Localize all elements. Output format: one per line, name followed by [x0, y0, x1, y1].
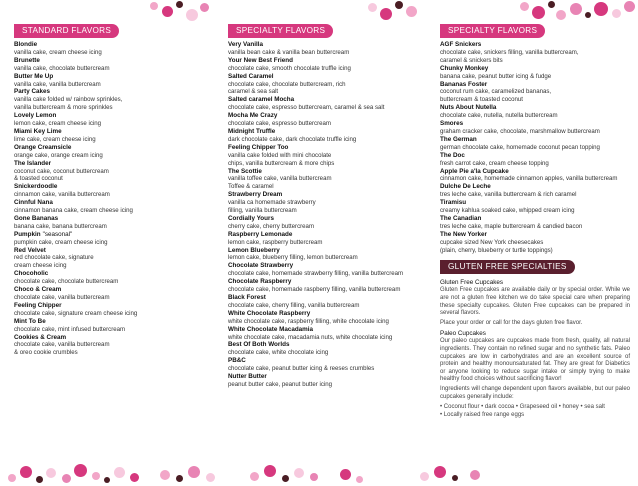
flavor-name-text: AGF Snickers	[440, 41, 482, 48]
flavor-description: dark chocolate cake, dark chocolate truffle icing	[228, 135, 357, 143]
flavor-name	[14, 199, 224, 207]
flavor-name-text: Strawberry Dream	[228, 191, 283, 199]
flavor-item	[228, 262, 433, 278]
flavor-item	[228, 231, 433, 247]
flavor-name-text: White Chocolate Raspberry	[228, 309, 311, 317]
flavor-description: creamy kahlua soaked cake, whipped cream icing	[440, 207, 575, 215]
flavor-name-text: Nuts About Nutella	[440, 104, 497, 112]
flavor-name	[228, 73, 433, 81]
flavor-name	[228, 247, 433, 255]
flavor-name	[440, 183, 630, 191]
flavor-name-text: Chocolate Strawberry	[228, 262, 294, 270]
flavor-name	[14, 247, 224, 255]
flavor-item	[228, 191, 433, 215]
flavor-description: chocolate cake, espresso buttercream, caramel & sea salt	[228, 104, 385, 112]
flavor-name	[440, 136, 630, 144]
flavor-name-text: Best Of Both Worlds	[228, 341, 290, 349]
specialty-flavors-column-1	[228, 20, 433, 389]
flavor-description: caramel & snickers bits	[440, 56, 503, 64]
flavor-item	[228, 57, 433, 73]
flavor-name	[440, 168, 630, 176]
flavor-description: lemon cake, blueberry filling, lemon buttercream	[228, 254, 358, 262]
flavor-name-text: Black Forest	[228, 294, 266, 301]
flavor-description: coconut cake, coconut buttercream	[14, 167, 109, 175]
flavor-description: & toasted coconut	[14, 175, 63, 183]
flavor-item	[14, 231, 224, 247]
flavor-description: peanut butter cake, peanut butter icing	[228, 380, 333, 388]
flavor-name	[440, 231, 630, 239]
flavor-item	[228, 341, 433, 357]
flavor-description: & oreo cookie crumbles	[14, 349, 78, 357]
flavor-name-text: Cordially Yours	[228, 214, 274, 222]
flavor-item	[14, 318, 224, 334]
flavor-description: filling, vanilla buttercream	[228, 207, 297, 215]
flavor-description: cinnamon cake, homemade cinnamon apples, vanilla buttercream	[440, 175, 618, 183]
flavor-name	[228, 144, 433, 152]
flavor-description: vanilla ca homemade strawberry	[228, 199, 316, 207]
flavor-name-text: Snickerdoodle	[14, 183, 58, 191]
flavor-description: vanilla buttercream & more sprinkles	[14, 104, 113, 112]
flavor-name	[228, 310, 433, 318]
flavor-name-text: Midnight Truffle	[228, 127, 276, 135]
flavor-item	[228, 144, 433, 168]
flavor-item	[228, 310, 433, 326]
flavor-name-text: Orange Creamsicle	[14, 143, 72, 151]
flavor-name-text: Dulche De Leche	[440, 183, 491, 191]
flavor-item	[14, 160, 224, 184]
flavor-item	[440, 104, 630, 120]
flavor-name	[440, 199, 630, 207]
flavor-item	[440, 65, 630, 81]
flavor-name	[440, 152, 630, 160]
flavor-item	[228, 215, 433, 231]
flavor-name	[440, 215, 630, 223]
flavor-description: chocolate cake, homemade strawberry filling, vanilla buttercream	[228, 270, 404, 278]
flavor-name-text: Pumpkin	[14, 230, 41, 238]
flavor-item	[14, 334, 224, 358]
specialty-flavors-heading: SPECIALTY FLAVORS	[440, 24, 545, 38]
flavor-name	[228, 112, 433, 120]
flavor-description: vanilla cake folded w/ rainbow sprinkles,	[14, 96, 123, 104]
flavor-name-text: Salted Caramel	[228, 72, 274, 80]
flavor-item	[440, 120, 630, 136]
flavor-name-text: Butter Me Up	[14, 72, 54, 80]
flavor-description: chocolate cake, peanut butter icing & reeses crumbles	[228, 365, 375, 373]
flavor-description: banana cake, banana buttercream	[14, 222, 107, 230]
flavor-item	[440, 183, 630, 199]
flavor-name	[228, 294, 433, 302]
flavor-item	[228, 128, 433, 144]
flavor-description: tres leche cake, maple buttercream & candied bacon	[440, 222, 583, 230]
flavor-name-text: Gone Bananas	[14, 214, 59, 222]
flavor-description: (plain, cherry, blueberry or turtle toppings)	[440, 246, 553, 254]
flavor-name-text: Apple Pie a'la Cupcake	[440, 167, 509, 175]
flavor-name-text: Nutter Butter	[228, 373, 267, 381]
flavor-item	[14, 199, 224, 215]
flavor-name	[14, 318, 224, 326]
flavor-name-text: The Doc	[440, 151, 465, 159]
flavor-description: vanilla bean cake & vanilla bean buttercream	[228, 48, 350, 56]
flavor-description: fresh carrot cake, cream cheese topping	[440, 159, 549, 167]
flavor-name	[440, 65, 630, 73]
paleo-paragraph: Our paleo cupcakes are cupcakes made from fresh, quality, all natural ingredients. They contain no refined sugar and no synthetic fats. Paleo cupcakes are low in carbohydrates and are an excellent source of protein and healthy monounsaturated fat. They are great for Diabetics or anyone looking to reduce sugar intake or simply trying to make healthy food choices without sacrificing flavor!	[440, 338, 630, 383]
gluten-free-subheading: Gluten Free Cupcakes	[440, 279, 503, 287]
flavor-item	[14, 286, 224, 302]
flavor-name	[14, 183, 224, 191]
flavor-name-text: Mint To Be	[14, 317, 46, 325]
flavor-name	[14, 112, 224, 120]
flavor-item	[14, 302, 224, 318]
flavor-name	[440, 104, 630, 112]
flavor-name	[228, 168, 433, 176]
flavor-item	[14, 128, 224, 144]
flavor-item	[228, 41, 433, 57]
paleo-ingredients-list	[440, 403, 630, 419]
flavor-name-text: The Canadian	[440, 214, 482, 222]
flavor-list	[14, 41, 224, 357]
flavor-name	[228, 341, 433, 349]
list-item: • Coconut flour • dark cocoa • Grapeseed oil • honey • sea salt	[440, 404, 605, 411]
flavor-name	[228, 191, 433, 199]
flavor-name	[440, 81, 630, 89]
flavor-name-text: Salted caramel Mocha	[228, 96, 295, 104]
flavor-name	[228, 357, 433, 365]
flavor-description: coconut rum cake, caramelized bananas,	[440, 88, 552, 96]
flavor-name	[228, 373, 433, 381]
flavor-name	[14, 57, 224, 65]
flavor-description: cherry cake, cherry buttercream	[228, 222, 315, 230]
flavor-name-text: Chunky Monkey	[440, 64, 489, 72]
flavor-item	[14, 88, 224, 112]
flavor-name	[14, 334, 224, 342]
flavor-item	[228, 357, 433, 373]
flavor-description: buttercream & toasted coconut	[440, 96, 523, 104]
flavor-item	[228, 326, 433, 342]
flavor-description: chocolate cake, vanilla buttercream	[14, 341, 110, 349]
gluten-free-order-note: Place your order or call for the days gluten free flavor.	[440, 319, 583, 326]
flavor-name	[228, 41, 433, 49]
flavor-name	[228, 57, 433, 65]
flavor-name-text: Bananas Foster	[440, 80, 488, 88]
flavor-name-text: PB&C	[228, 357, 246, 365]
flavor-description: orange cake, orange cream icing	[14, 151, 103, 159]
flavor-item	[440, 199, 630, 215]
flavor-name-text: Smores	[440, 120, 464, 128]
flavor-description: chips, vanilla buttercream & more chips	[228, 159, 335, 167]
flavor-list	[228, 41, 433, 389]
flavor-item	[440, 168, 630, 184]
flavor-description: chocolate cake, cherry filling, vanilla buttercream	[228, 301, 360, 309]
flavor-description: chocolate cake, nutella, nutella buttercream	[440, 112, 558, 120]
flavor-description: tres leche cake, vanilla buttercream & rich caramel	[440, 191, 577, 199]
flavor-description: pumpkin cake, cream cheese icing	[14, 238, 108, 246]
flavor-name	[14, 73, 224, 81]
flavor-item	[228, 278, 433, 294]
standard-flavors-column	[14, 20, 224, 357]
flavor-item	[440, 231, 630, 255]
flavor-description: red chocolate cake, signature	[14, 254, 94, 262]
flavor-description: chocolate cake, homemade raspberry filling, vanilla buttercream	[228, 286, 401, 294]
flavor-description: Toffee & caramel	[228, 183, 274, 191]
flavor-name-text: Lovely Lemon	[14, 112, 57, 120]
flavor-item	[14, 247, 224, 271]
flavor-name-text: White Chocolate Macadamia	[228, 325, 314, 333]
flavor-item	[14, 57, 224, 73]
flavor-item	[440, 215, 630, 231]
flavor-description: cinnamon banana cake, cream cheese icing	[14, 207, 133, 215]
flavor-description: white chocolate cake, raspberry filling, white chocolate icing	[228, 317, 389, 325]
flavor-name	[14, 215, 224, 223]
flavor-description: vanilla cake, cream cheese icing	[14, 48, 102, 56]
flavor-description: vanilla cake, chocolate buttercream	[14, 64, 110, 72]
flavor-name-text: Blondie	[14, 41, 38, 48]
flavor-name	[228, 215, 433, 223]
flavor-name	[228, 278, 433, 286]
specialty-flavors-column-2	[440, 20, 630, 419]
gluten-free-paragraph: Gluten Free cupcakes are available daily or by special order. While we are not a gluten free kitchen we do take special care when preparing these specialty cupcakes. Gluten Free cupcakes can be prepared in several flavors.	[440, 287, 630, 317]
flavor-description: chocolate cake, espresso buttercream	[228, 120, 331, 128]
flavor-description: banana cake, peanut butter icing & fudge	[440, 72, 552, 80]
flavor-name-text: The German	[440, 135, 477, 143]
flavor-seasonal-note: "seasonal"	[42, 230, 73, 238]
flavor-description: cream cheese icing	[14, 262, 67, 270]
flavor-name-text: Brunette	[14, 56, 40, 64]
gluten-free-heading: GLUTEN FREE SPECIALTIES	[440, 260, 575, 274]
flavor-description: lemon cake, raspberry buttercream	[228, 238, 323, 246]
flavor-name-text: Chocolate Raspberry	[228, 278, 292, 286]
flavor-name-text: Chocoholic	[14, 270, 49, 278]
flavor-name-text: Lemon Blueberry	[228, 246, 280, 254]
specialty-flavors-heading: SPECIALTY FLAVORS	[228, 24, 333, 38]
flavor-description: chocolate cake, signature cream cheese icing	[14, 309, 138, 317]
flavor-name	[440, 120, 630, 128]
flavor-description: chocolate cake, smooth chocolate truffle icing	[228, 64, 351, 72]
flavor-name-text: Raspberry Lemonade	[228, 230, 293, 238]
flavor-item	[14, 215, 224, 231]
flavor-item	[228, 373, 433, 389]
paleo-subheading: Paleo Cupcakes	[440, 330, 486, 338]
flavor-description: chocolate cake, chocolate buttercream	[14, 278, 119, 286]
flavor-name-text: The Scottie	[228, 167, 262, 175]
flavor-description: vanilla cake, vanilla buttercream	[14, 80, 101, 88]
flavor-description: chocolate cake, white chocolate icing	[228, 349, 329, 357]
flavor-name-text: Cinnful Nana	[14, 199, 53, 207]
flavor-description: vanilla cake folded with mini chocolate	[228, 151, 332, 159]
flavor-description: white chocolate cake, macadamia nuts, white chocolate icing	[228, 333, 393, 341]
flavor-name-text: The New Yorker	[440, 230, 488, 238]
flavor-item	[14, 183, 224, 199]
flavor-name-text: Feeling Chipper Too	[228, 143, 289, 151]
flavor-item	[440, 136, 630, 152]
flavor-name-text: Miami Key Lime	[14, 127, 62, 135]
flavor-name	[228, 262, 433, 270]
flavor-description: chocolate cake, chocolate buttercream, rich	[228, 80, 346, 88]
flavor-item	[228, 73, 433, 97]
flavor-list	[440, 41, 630, 254]
flavor-description: chocolate cake, snickers filling, vanilla buttercream,	[440, 48, 579, 56]
flavor-name	[228, 128, 433, 136]
flavor-description: caramel & sea salt	[228, 88, 279, 96]
flavor-name	[14, 88, 224, 96]
flavor-name-text: Red Velvet	[14, 246, 46, 254]
bottom-dots-decoration	[0, 456, 638, 486]
flavor-name-text: Tiramisu	[440, 199, 467, 207]
flavor-description: chocolate cake, mint infused buttercream	[14, 325, 126, 333]
flavor-name-text: Choco & Cream	[14, 286, 62, 294]
flavor-item	[228, 294, 433, 310]
flavor-name-text: Mocha Me Crazy	[228, 112, 278, 120]
flavor-item	[228, 247, 433, 263]
flavor-name	[14, 302, 224, 310]
flavor-item	[14, 144, 224, 160]
flavor-item	[440, 41, 630, 65]
flavor-description: lemon cake, cream cheese icing	[14, 120, 102, 128]
flavor-name	[14, 144, 224, 152]
flavor-item	[228, 96, 433, 112]
flavor-item	[440, 152, 630, 168]
flavor-name-text: Feeling Chipper	[14, 301, 62, 309]
list-item: • Locally raised free range eggs	[440, 412, 525, 419]
flavor-description: cinnamon cake, vanilla buttercream	[14, 191, 110, 199]
flavor-name	[14, 231, 224, 239]
flavor-item	[440, 81, 630, 105]
flavor-item	[228, 112, 433, 128]
flavor-name-text: Very Vanilla	[228, 41, 264, 48]
flavor-name	[14, 160, 224, 168]
flavor-item	[14, 112, 224, 128]
flavor-name	[14, 128, 224, 136]
flavor-name-text: Cookies & Cream	[14, 333, 67, 341]
flavor-description: german chocolate cake, homemade coconut pecan topping	[440, 143, 600, 151]
flavor-item	[228, 168, 433, 192]
flavor-name	[228, 96, 433, 104]
standard-flavors-heading: STANDARD FLAVORS	[14, 24, 119, 38]
flavor-name	[440, 41, 630, 49]
flavor-description: cupcake sized New York cheesecakes	[440, 238, 544, 246]
flavor-name-text: Your New Best Friend	[228, 56, 293, 64]
flavor-name	[228, 231, 433, 239]
flavor-name-text: Party Cakes	[14, 88, 51, 96]
flavor-name	[228, 326, 433, 334]
flavor-description: graham cracker cake, chocolate, marshmallow buttercream	[440, 127, 600, 135]
flavor-description: vanilla toffee cake, vanilla buttercream	[228, 175, 332, 183]
flavor-item	[14, 73, 224, 89]
flavor-name	[14, 286, 224, 294]
flavor-name	[14, 270, 224, 278]
flavor-item	[14, 41, 224, 57]
flavor-description: lime cake, cream cheese icing	[14, 135, 96, 143]
flavor-name-text: The Islander	[14, 159, 52, 167]
paleo-ingredients-note: Ingredients will change dependent upon flavors available, but our paleo cupcakes generally include:	[440, 386, 630, 400]
flavor-name	[14, 41, 224, 49]
flavor-description: chocolate cake, vanilla buttercream	[14, 294, 110, 301]
flavor-item	[14, 270, 224, 286]
